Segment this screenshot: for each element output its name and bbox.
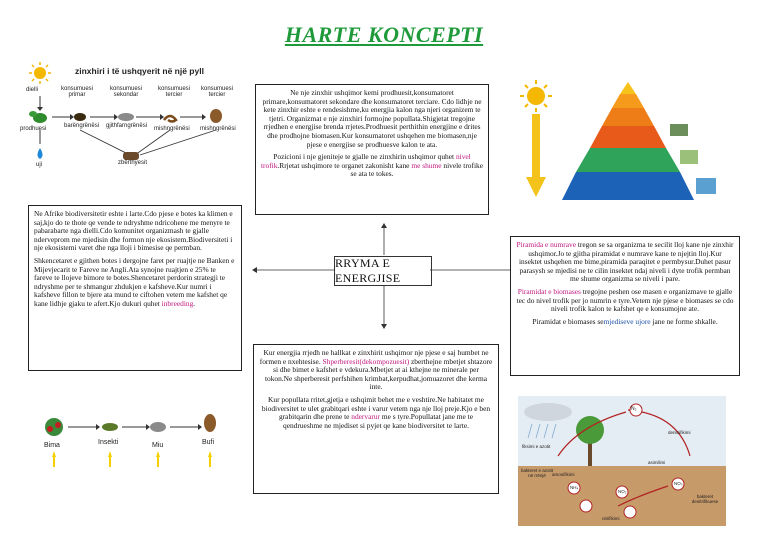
- sun-icon: [29, 62, 51, 84]
- page-title: HARTE KONCEPTI: [284, 22, 484, 47]
- decomposer-icon: [123, 152, 139, 160]
- mouse-icon: [118, 113, 134, 121]
- owl-icon: [210, 109, 222, 123]
- food-chain-header: zinxhiri i të ushqyerit në një pyll: [75, 66, 204, 76]
- leaf-icon: [29, 111, 47, 123]
- chain-label-owl: Bufi: [202, 439, 215, 446]
- snake-icon: [164, 116, 176, 122]
- food-chain-illustration: zinxhiri i të ushqyerit në një pyll dielli konsumuesi primar konsumuesi sekondar konsumuesi tercier konsumuesi tercier prodhuesi barëngrënësi gjithfarngrënësi mishngrënësi mishngrënësi zbërthyesit uji: [20, 60, 235, 180]
- water-drop-icon: [38, 148, 43, 159]
- mouse-icon: [150, 422, 166, 432]
- text-box-top: Ne nje zinxhir ushqimor kemi prodhuesit,konsumatoret primare,konsumatoret sekondare dhe konsumatoret terciare. Cdo lidhje ne kete zinxhir eshte e rendesishme,ku energjia kalon nga njeri organizem te tjetri. Organizmat e nje zinxhiri formojne popullata.Shigjetat tregojne rrjedhen e energjise brenda rrjetes.Prodhuesit perthithin energjine e drites dhe prodhojne biomasen.Kur konsumatoret ushqehen me biomasen,nje pjese e energjise se prodhuesve kalon te ata. Pozicioni i nje gjeniteje te gjalle ne zinxhirin ushqimor quhet nivel trofik.Rrjetat ushqimore te organet zakonisht kane me shume nivele trofike se ata te tokes.: [255, 84, 489, 215]
- owl-icon: [204, 414, 216, 432]
- chain-label-mouse: Miu: [152, 442, 164, 449]
- energy-pyramid-drawing: [520, 72, 750, 217]
- nitrogen-cycle-illustration: N₂ fiksimi e azotit denitrifikimi bakteret e azotit në rrënjë amonifikimi NH₄ NO₂ NO₃ nitrifikimi asimilimi bakteret denitrifikuese: [518, 396, 726, 526]
- small-food-chain: [28, 405, 233, 475]
- nitrogen-cycle-drawing: [518, 396, 726, 526]
- plant-icon: [45, 418, 63, 436]
- text-box-left: Ne Afrike biodiversitetir eshte i larte.Cdo pjese e botes ka klimen e saj,kjo do te thote qe vende te ndryshme ndricohene me menyre te pabarabarte nga dielli.Cdo komunitet organizmash te gjalle nderveprom me mjedisin dhe formon nje ekosistem.Biodiversiteti i nje ekosistemi varet dhe nga lloji i bimesise qe permban. Shkencetaret e gjithen botes i dergojne faret per ruajtje ne Banken e Mijevjecarit te Fareve ne Angli.Ata synojne ruajtjen e 25% te fareve te llojeve bimore te botes.Shencetaret perdorin strategji te ndryshme per te shmangur zhdukjen e kafsheve.Kur numri i kafsheve fillon te bjere ata mund te ciftohen vetem me kafshet qe kane lidhje gjaku te afert.Kjo dukuri quhet inbreeding.: [28, 205, 242, 371]
- center-label: RRYMA E ENERGJISE: [334, 256, 432, 286]
- chain-label-plant: Bima: [44, 442, 60, 449]
- energy-pyramid-illustration: [520, 72, 750, 217]
- insect-icon: [102, 423, 118, 431]
- text-box-right: Piramida e numrave tregon se sa organizma te secilit lloj kane nje zinxhir ushqimor.Jo te gjitha piramidat e numrave kane te njejtin lloj.Kur insektet ushqehen me bime,piramida paraqitet e permbysur.Duhet pasur parasysh se mjedisi ne te cilin insektet ndaj niveli i dyte trofik permban me shume organizma se niveli i pare. Piramidat e biomases tregojne peshen ose masen e organizmave te gjalle tec do nivel trofik per jo numrin e tyre.Vetem nje pjese e biomases se cdo niveli trofik kalon te kafshet qe e konsumojne ate. Piramidat e biomases semjediseve ujore jane ne forme shkalle.: [510, 236, 740, 376]
- beetle-icon: [74, 113, 86, 121]
- cloud-icon: [524, 403, 572, 421]
- text-box-bottom: Kur energjia rrjedh ne hallkat e zinxhirit ushqimor nje pjese e saj humbet ne formen e nxehtesise. Shperberesit(dekompozuesit) zberthejne mbetjet shtazore si dhe bimet e kafshet e vdekura.Mbetjet at ai kthejne ne minerale per tokon.Ne shperberesit perfshihen krimbat,kerpudhat,jomuazoret dhe kerma inte. Kur popullata rritet,gjetja e ushqimit behet me e veshtire.Ne habitatet me biodiversitet te ulet grabitqari eshte i varur vetem nga nje lloj preje.Kjo e ben grabitqarin dhe prene te ndervarur me s tyre.Popullatat jane me te qendrueshme ne mjediset si pyjet qe kane biodiversitet te larte.: [253, 344, 499, 494]
- chain-label-insect: Insekti: [98, 439, 119, 446]
- sun-icon: [520, 80, 552, 112]
